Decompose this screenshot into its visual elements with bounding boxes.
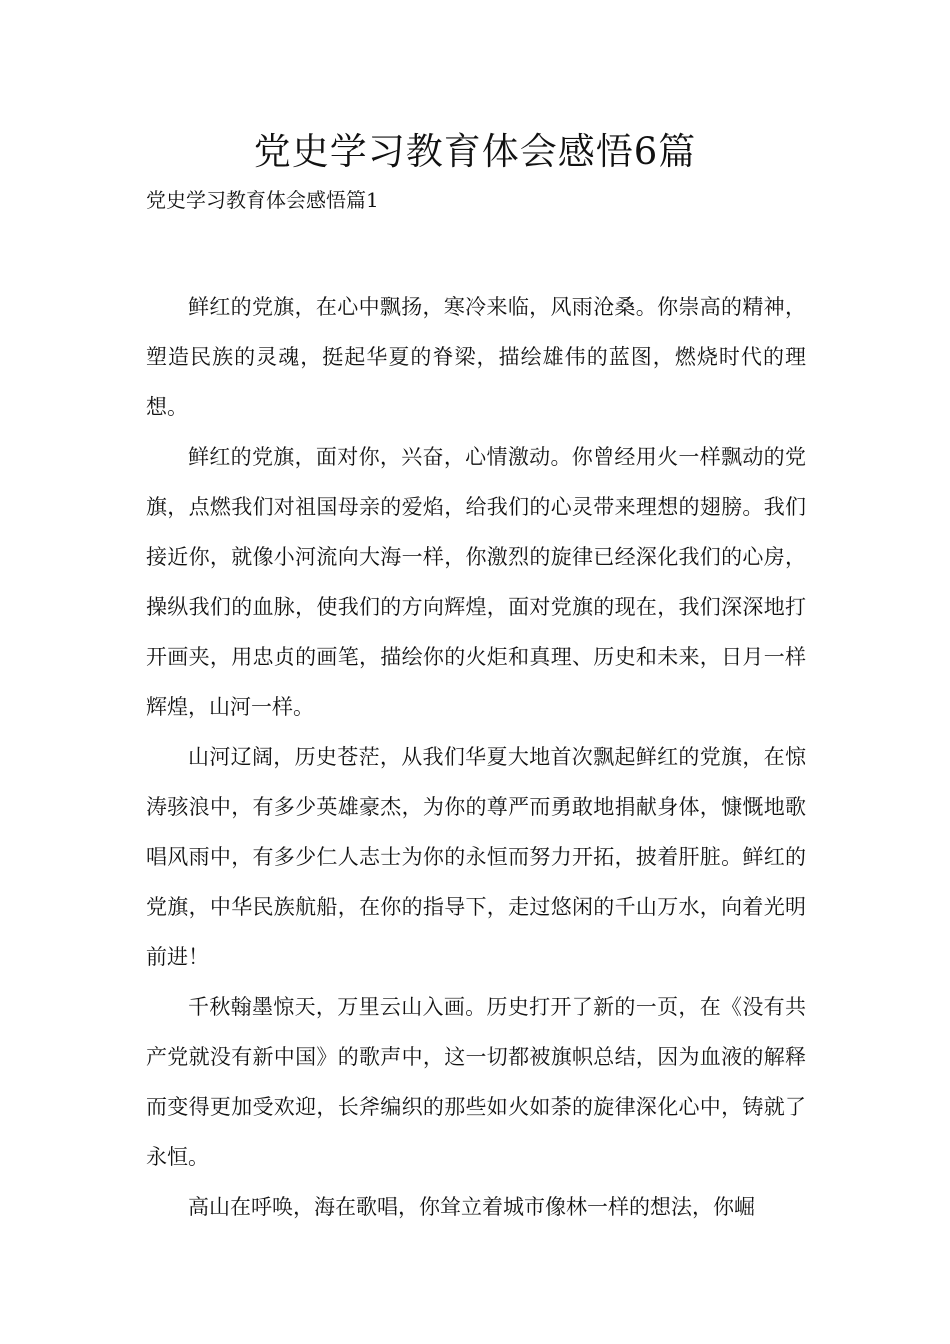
- body-text: [146, 282, 806, 1232]
- paragraph: 千秋翰墨惊天，万里云山入画。历史打开了新的一页，在《没有共产党就没有新中国》的歌声中，这一切都被旗帜总结，因为血液的解释而变得更加受欢迎，长斧编织的那些如火如荼的旋律深化心中，铸就了永恒。: [146, 995, 806, 1169]
- paragraph: 鲜红的党旗，面对你，兴奋，心情激动。你曾经用火一样飘动的党旗，点燃我们对祖国母亲的爱焰，给我们的心灵带来理想的翅膀。我们接近你，就像小河流向大海一样，你激烈的旋律已经深化我们的心房，操纵我们的血脉，使我们的方向辉煌，面对党旗的现在，我们深深地打开画夹，用忠贞的画笔，描绘你的火炬和真理、历史和未来，日月一样辉煌，山河一样。: [146, 445, 806, 719]
- paragraph: 鲜红的党旗，在心中飘扬，寒冷来临，风雨沧桑。你崇高的精神，塑造民族的灵魂，挺起华夏的脊梁，描绘雄伟的蓝图，燃烧时代的理想。: [146, 295, 806, 419]
- paragraph: 山河辽阔，历史苍茫，从我们华夏大地首次飘起鲜红的党旗，在惊涛骇浪中，有多少英雄豪杰，为你的尊严而勇敢地捐献身体，慷慨地歌唱风雨中，有多少仁人志士为你的永恒而努力开拓，披着肝脏。鲜红的党旗，中华民族航船，在你的指导下，走过悠闲的千山万水，向着光明前进！: [146, 745, 806, 969]
- paragraph: 高山在呼唤，海在歌唱，你耸立着城市像林一样的想法，你崛: [188, 1195, 755, 1219]
- document-title: 党史学习教育体会感悟6篇: [253, 130, 697, 173]
- section-subtitle: 党史学习教育体会感悟篇1: [146, 188, 379, 212]
